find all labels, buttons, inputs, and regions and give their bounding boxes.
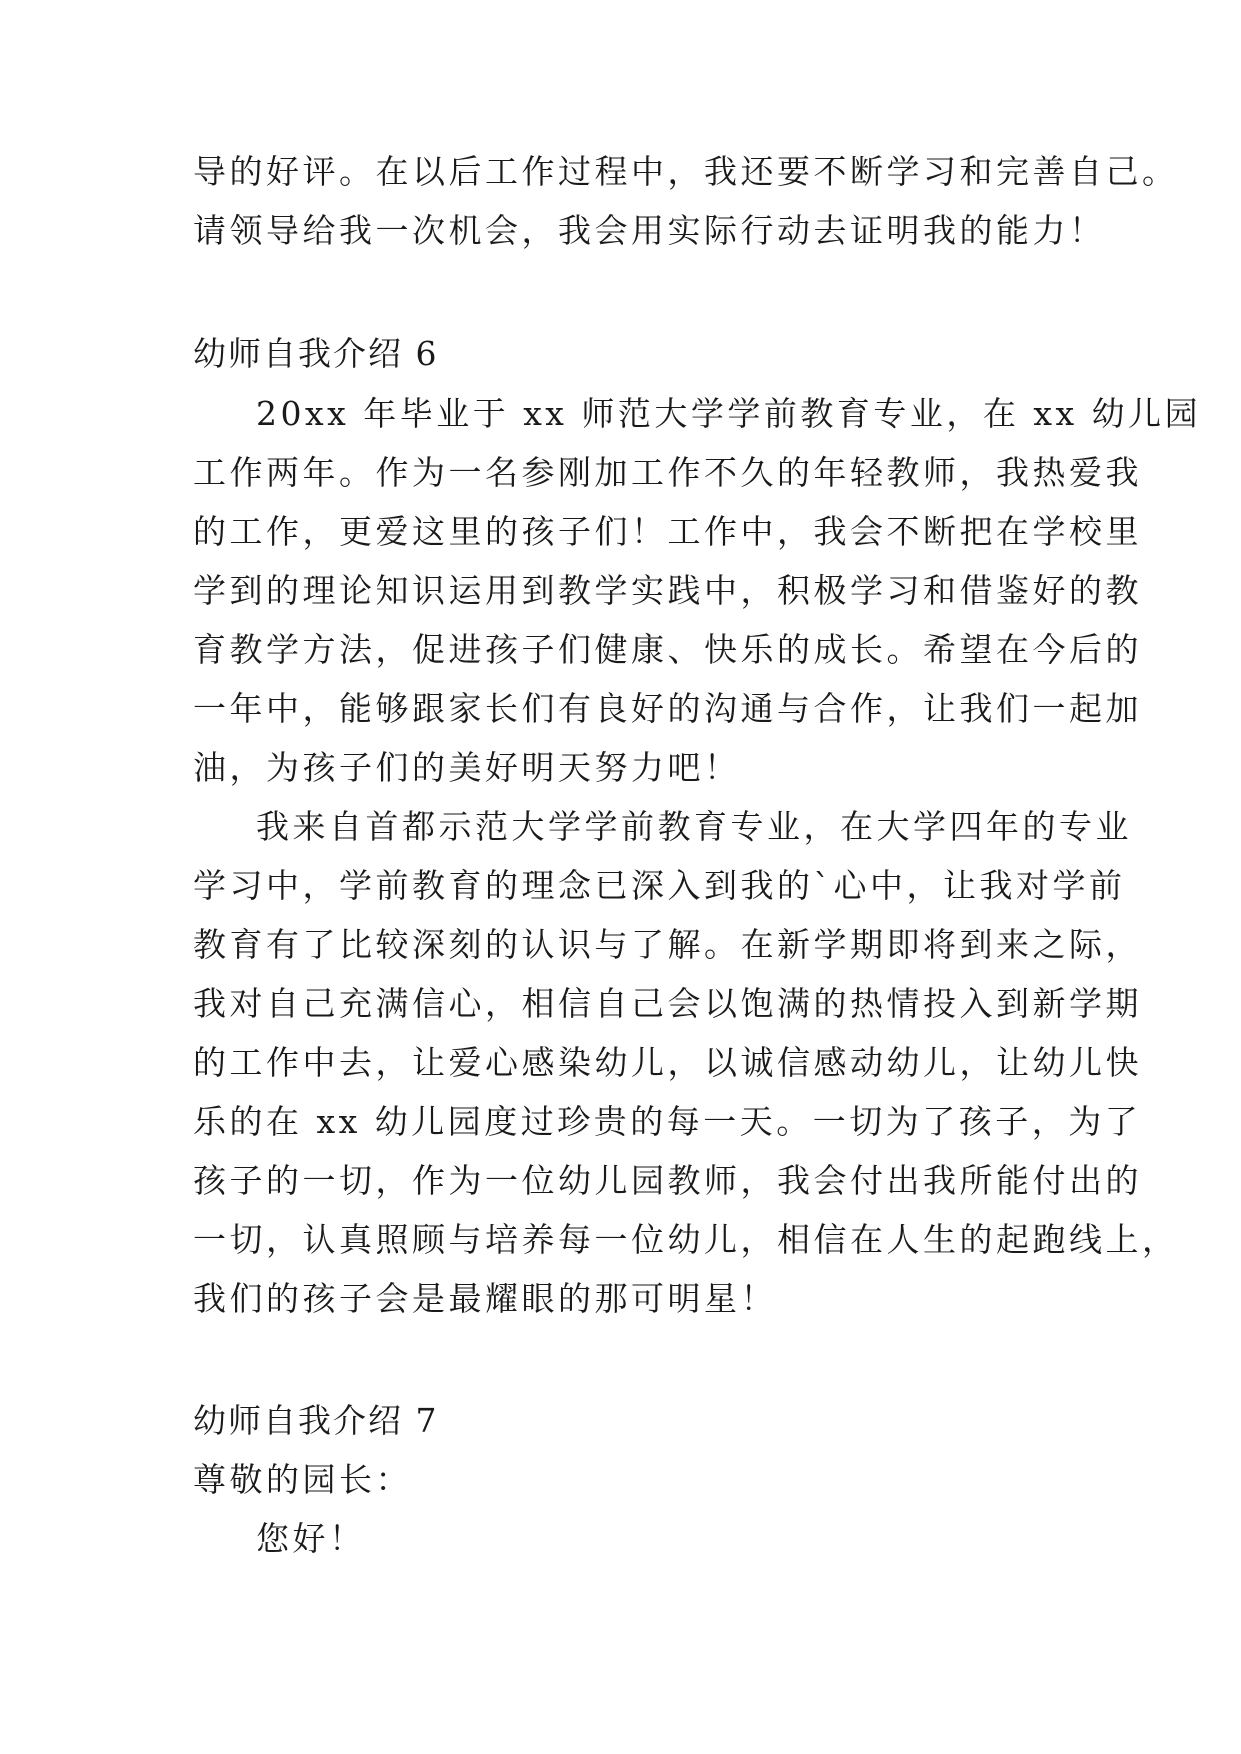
section-6-p1-line-7: 油，为孩子们的美好明天努力吧！ (193, 748, 741, 787)
section-6-p1-line-3: 的工作，更爱这里的孩子们！工作中，我会不断把在学校里 (193, 512, 1142, 551)
section-6-heading: 幼师自我介绍 6 (193, 334, 439, 373)
intro-tail-line-1: 导的好评。在以后工作过程中，我还要不断学习和完善自己。 (193, 152, 1179, 191)
section-6-p2-line-7: 孩子的一切，作为一位幼儿园教师，我会付出我所能付出的 (193, 1161, 1142, 1200)
section-6-p1-line-2: 工作两年。作为一名参刚加工作不久的年轻教师，我热爱我 (193, 453, 1142, 492)
intro-tail-line-2: 请领导给我一次机会，我会用实际行动去证明我的能力！ (193, 211, 1106, 250)
section-6-p1-line-5: 育教学方法，促进孩子们健康、快乐的成长。希望在今后的 (193, 630, 1142, 669)
section-6-p2-line-2: 学习中，学前教育的理念已深入到我的`心中，让我对学前 (193, 866, 1126, 905)
section-7-greeting: 您好！ (256, 1519, 366, 1558)
section-6-p1-line-1: 20xx 年毕业于 xx 师范大学学前教育专业，在 xx 幼儿园 (256, 394, 1202, 433)
section-6-p2-line-9: 我们的孩子会是最耀眼的那可明星！ (193, 1279, 777, 1318)
section-6-p2-line-4: 我对自己充满信心，相信自己会以饱满的热情投入到新学期 (193, 984, 1142, 1023)
section-6-p2-line-6: 乐的在 xx 幼儿园度过珍贵的每一天。一切为了孩子，为了 (193, 1102, 1142, 1141)
section-7-heading: 幼师自我介绍 7 (193, 1401, 439, 1440)
section-6-p2-line-1: 我来自首都示范大学学前教育专业，在大学四年的专业 (256, 807, 1132, 846)
section-6-p1-line-4: 学到的理论知识运用到教学实践中，积极学习和借鉴好的教 (193, 571, 1142, 610)
section-6-p2-line-3: 教育有了比较深刻的认识与了解。在新学期即将到来之际， (193, 925, 1142, 964)
section-6-p2-line-8: 一切，认真照顾与培养每一位幼儿，相信在人生的起跑线上， (193, 1220, 1179, 1259)
section-6-p1-line-6: 一年中，能够跟家长们有良好的沟通与合作，让我们一起加 (193, 689, 1142, 728)
section-7-salutation: 尊敬的园长： (193, 1460, 412, 1499)
section-6-p2-line-5: 的工作中去，让爱心感染幼儿，以诚信感动幼儿，让幼儿快 (193, 1043, 1142, 1082)
